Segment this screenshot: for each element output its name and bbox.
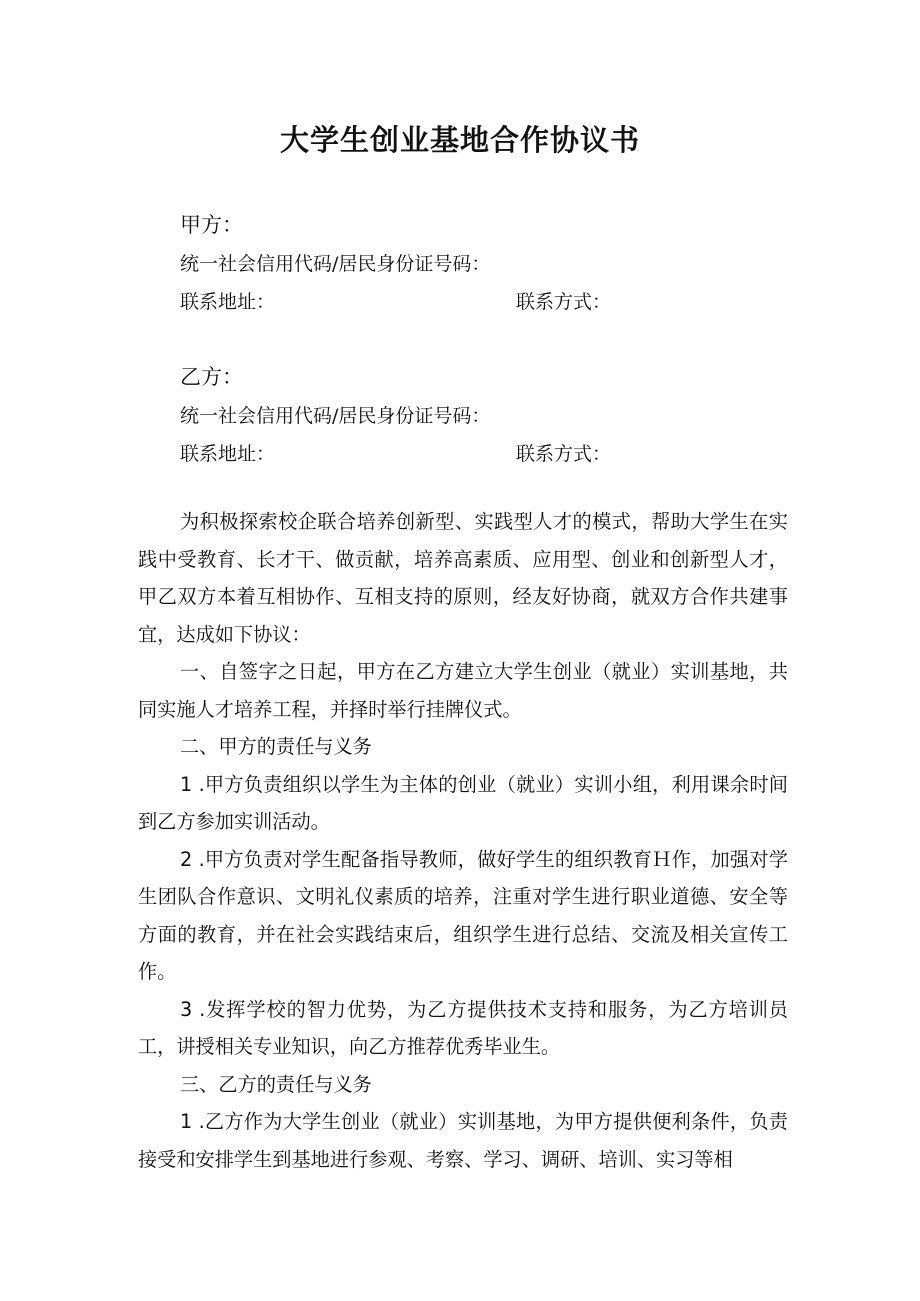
party-a-duty-2: 2 .甲方负责对学生配备指导教师，做好学生的组织教育Ｈ作，加强对学生团队合作意识、文明礼仪素质的培养，注重对学生进行职业道德、安全等方面的教育，并在社会实践结束后，组织学生进行总结、交流及相关宣传工作。 — [138, 847, 788, 983]
section-heading-party-a-duties: 二、甲方的责任与义务 — [180, 735, 372, 758]
intro-paragraph: 为积极探索校企联合培养创新型、实践型人才的模式，帮助大学生在实践中受教育、长才干、做贡献，培养高素质、应用型、创业和创新型人才，甲乙双方本着互相协作、互相支持的原则，经友好协商，就双方合作共建事宜，达成如下协议： — [138, 510, 788, 646]
party-b-address: 联系地址： — [180, 443, 276, 465]
party-a-label: 甲方： — [180, 213, 243, 237]
party-b-duty-1: 1 .乙方作为大学生创业（就业）实训基地，为甲方提供便利条件，负责接受和安排学生到基地进行参观、考察、学习、调研、培训、实习等相 — [138, 1110, 788, 1171]
clause-one-paragraph: 一、自签字之日起，甲方在乙方建立大学生创业（就业）实训基地，共同实施人才培养工程，并择时举行挂牌仪式。 — [138, 660, 788, 721]
party-a-contact: 联系方式： — [516, 291, 612, 313]
party-a-credit-code: 统一社会信用代码/居民身份证号码： — [180, 253, 491, 275]
party-b-credit-code: 统一社会信用代码/居民身份证号码： — [180, 405, 491, 427]
party-a-duty-3: 3 .发挥学校的智力优势，为乙方提供技术支持和服务，为乙方培训员工，讲授相关专业知识，向乙方推荐优秀毕业生。 — [138, 997, 788, 1058]
agreement-body — [138, 503, 788, 1178]
document-title: 大学生创业基地合作协议书 — [279, 123, 640, 157]
party-a-address: 联系地址： — [180, 291, 276, 313]
party-b-label: 乙方： — [180, 365, 243, 389]
party-a-duty-1: 1 .甲方负责组织以学生为主体的创业（就业）实训小组，利用课余时间到乙方参加实训活动。 — [138, 772, 788, 833]
party-b-contact: 联系方式： — [516, 443, 612, 465]
section-heading-party-b-duties: 三、乙方的责任与义务 — [180, 1072, 372, 1096]
